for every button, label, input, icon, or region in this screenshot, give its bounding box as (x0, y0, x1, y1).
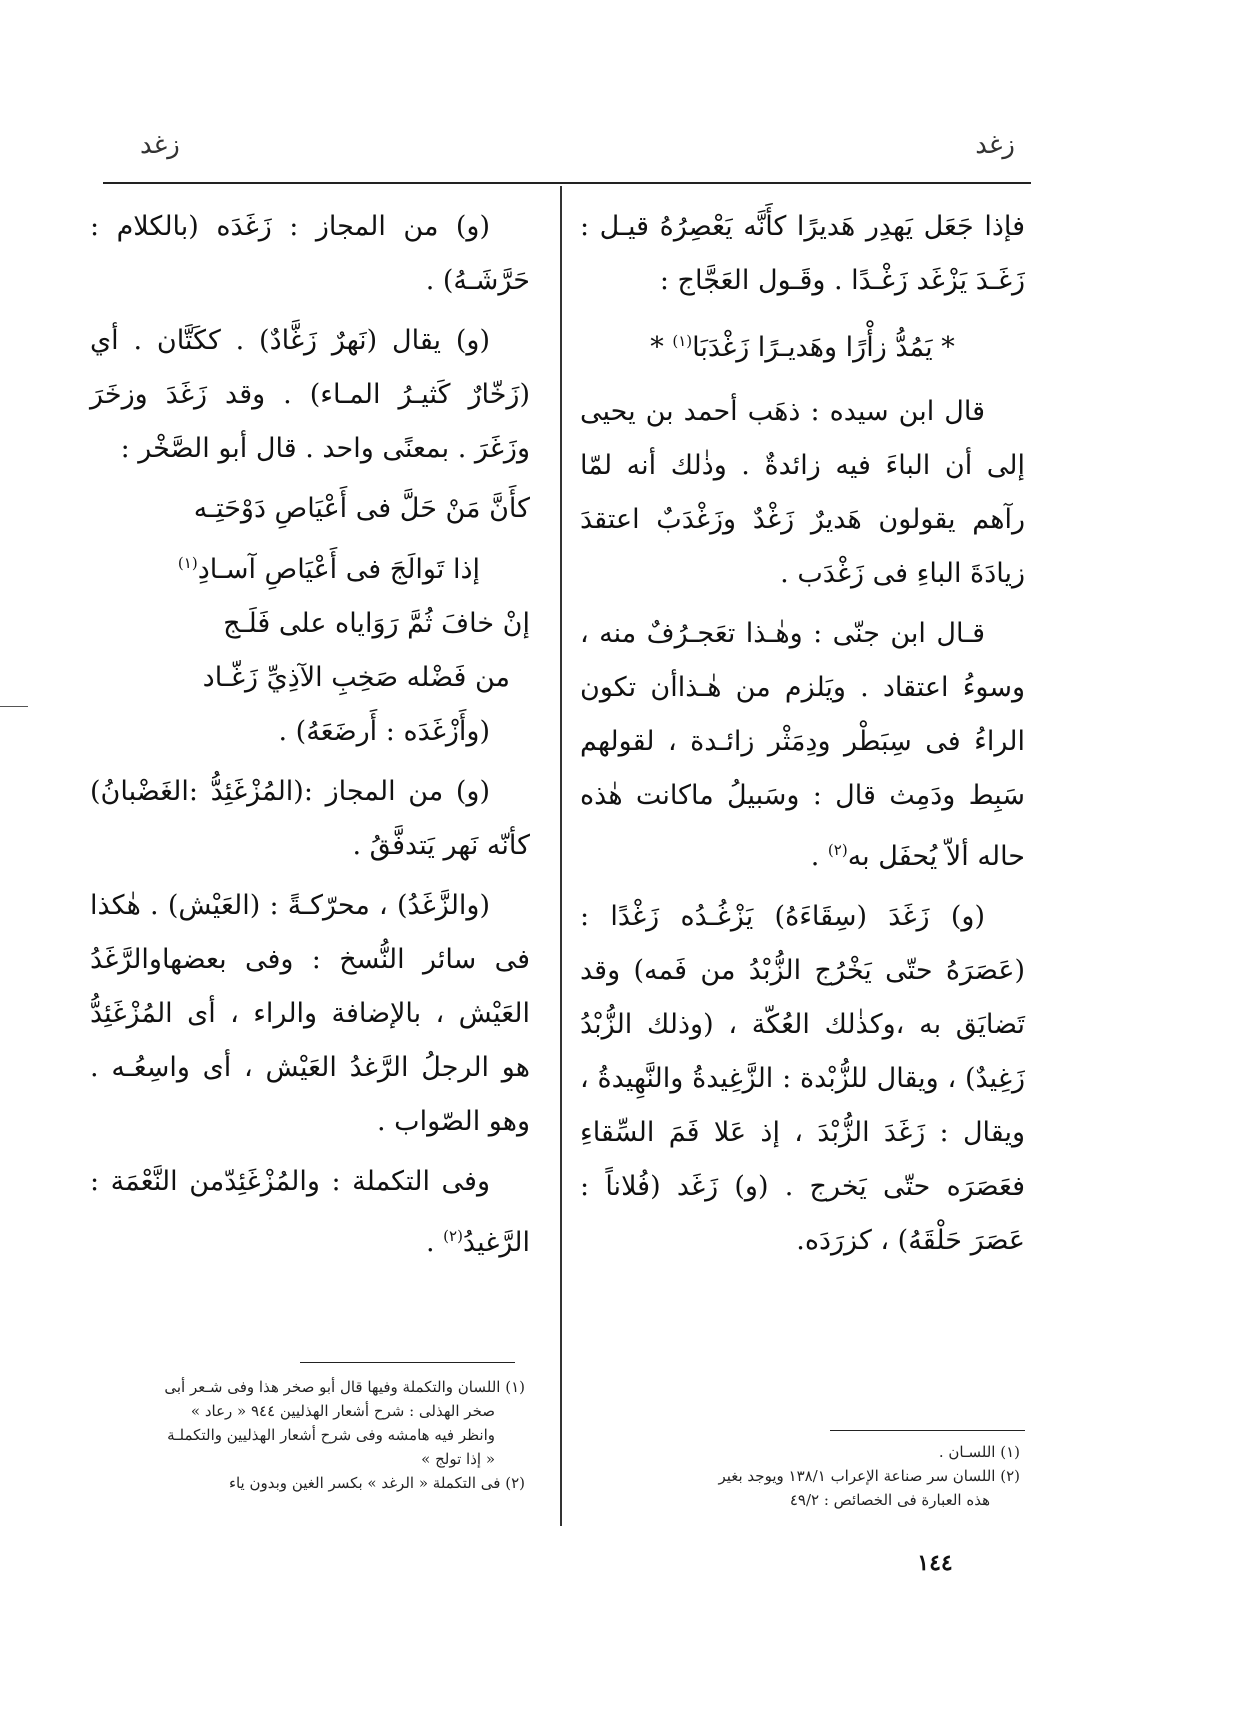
right-paragraph-3 (580, 607, 1025, 884)
left-paragraph-4: (و) من المجاز :(المُزْغَئِدُّ :الغَضْبانُ) كأنّه نَهر يَتدفَّقُ . (90, 776, 530, 861)
right-paragraph-4: (و) زَغَدَ (سِقَاءَهُ) يَزْغُـدُه زَغْدًا : (عَصَرَهُ حتّى يَخْرُج الزُّبْدُ من فَمه) وقد تَضايَق به ،وكذٰلك العُكّة ، (وذلك الزُّبْدُ زَغِيدٌ) ، ويقال للزُّبْدة : الزَّغِيدةُ والنَّهِيدةُ ، ويقال : زَغَدَ الزُّبْدَ ، إذ عَلا فَمَ السِّقاءِ فعَصَرَه حتّى يَخرج . (و) زَغَد (فُلاناً : عَصَرَ حَلْقَهُ) ، كزرَدَه. (580, 901, 1025, 1256)
footnote-right-2: (٢) اللسان سر صناعة الإعراب ١٣٨/١ ويوجد بغير (718, 1467, 1020, 1485)
footnote-rule-left (300, 1362, 515, 1363)
right-paragraph-3-text: قـال ابن جنّى : وهٰـذا تعَجـرُفٌ منه ، وسوءُ اعتقاد . ويَلزم من هٰـذاأن تكون الراءُ فى سِبَطْر ودِمَثْر زائـدة ، لقولهم سَبِط ودَمِث قال : وسَبيلُ ماكانت هٰذه حاله ألاّ يُحفَل به (580, 618, 1025, 872)
footnote-left-2: (٢) فى التكملة « الرغد » بكسر الغين وبدون ياء (228, 1474, 525, 1492)
poem-line-1: كأَنَّ مَنْ حَلَّ فى أَعْيَاصِ دَوْحَتِـه (193, 493, 530, 524)
footnotes-left (100, 1375, 525, 1495)
poem-line-3: إنْ خافَ ثُمَّ رَوَاياه على فَلَـج (223, 608, 530, 639)
footnotes-right (590, 1440, 1020, 1512)
poem-footnote-ref: (١) (177, 554, 198, 572)
poem-line-4: من فَضْله صَخِبِ الآذِيِّ زَغّـاد (202, 662, 510, 693)
left-paragraph-2: (و) يقال (نَهرٌ زَغَّادٌ) . ككَتَّان . أي (زَخّارٌ كَثيـرُ المـاء) . وقد زَغَدَ وزخَرَ وزَغَرَ . بمعنًى واحد . قال أبو الصَّخْر : (90, 325, 530, 464)
left-paragraph-6-end: . (425, 1227, 444, 1258)
left-paragraph-1: (و) من المجاز : زَغَدَه (بالكلام : حَرَّشَـهُ) . (90, 211, 530, 296)
poem-line-2 (90, 536, 530, 597)
left-paragraph-6-footnote-ref: (٢) (443, 1227, 463, 1245)
right-verse-end: * (650, 332, 664, 363)
right-paragraph-1: فإذا جَعَل يَهدِر هَديرًا كأَنَّه يَعْصِرُهُ قيـل : زَغَـدَ يَزْغَد زَغْـدًا . وقَـول العَجَّاج : (580, 211, 1025, 296)
footnote-right-2-cont: هذه العبارة فى الخصائص : ٤٩/٢ (789, 1491, 990, 1509)
column-divider (560, 186, 562, 1526)
poem-line-2-text: إذا تَوالَجَ فى أَعْيَاصِ آسـادِ (197, 554, 480, 585)
left-paragraph-6 (90, 1155, 530, 1270)
right-verse (580, 314, 1025, 375)
footnote-left-1-cont-3: « إذا تولج » (421, 1450, 495, 1468)
footnote-left-1: (١) اللسان والتكملة وفيها قال أبو صخر هذا وفى شـعر أبى (164, 1378, 525, 1396)
left-paragraph-3: (وأَزْغَدَه : أَرضَعَهُ) . (278, 716, 490, 747)
left-paragraph-6-text: وفى التكملة : والمُزْغَئِدّمن النَّعْمَة : الرَّغيدُ (90, 1166, 530, 1258)
footnote-right-1: (١) اللسـان . (938, 1443, 1020, 1461)
header-word-left: زغد (140, 130, 180, 160)
right-paragraph-2: قال ابن سيده : ذهَب أحمد بن يحيى إلى أن الباءَ فيه زائدةٌ . وذٰلك أنه لمّا رآهم يقولون هَديرٌ زَغْدٌ وزَغْدَبٌ اعتقدَ زيادَةَ الباءِ فى زَغْدَب . (580, 396, 1025, 589)
left-column (90, 200, 530, 1276)
footnote-left-1-cont-1: صخر الهذلى : شرح أشعار الهذليين ٩٤٤ « رعاد » (190, 1402, 495, 1420)
right-paragraph-3-footnote-ref: (٢) (827, 841, 848, 859)
right-verse-text: * يَمُدُّ زأْرًا وهَديـرًا زَغْدَبَا (692, 332, 955, 363)
header-word-right: زغد (975, 130, 1015, 160)
right-verse-footnote-ref: (١) (672, 332, 693, 350)
footnote-left-1-cont-2: وانظر فيه هامشه وفى شرح أشعار الهذليين والتكملـة (167, 1426, 495, 1444)
right-paragraph-3-end: . (810, 841, 828, 872)
margin-tick (0, 706, 28, 707)
header-rule (103, 182, 1031, 184)
left-paragraph-5: (والزَّغَدُ) ، محرّكـةً : (العَيْش) . هٰكذا فى سائر النُّسخ : وفى بعضهاوالرَّغَدُ العَيْش ، بالإضافة والراء ، أى المُزْغَئِدُّ هو الرجلُ الرَّغدُ العَيْش ، أى واسِعُـه . وهو الصّواب . (90, 890, 530, 1137)
footnote-rule-right (830, 1430, 1025, 1431)
page-number: ١٤٤ (917, 1550, 953, 1576)
right-column (580, 200, 1025, 1274)
